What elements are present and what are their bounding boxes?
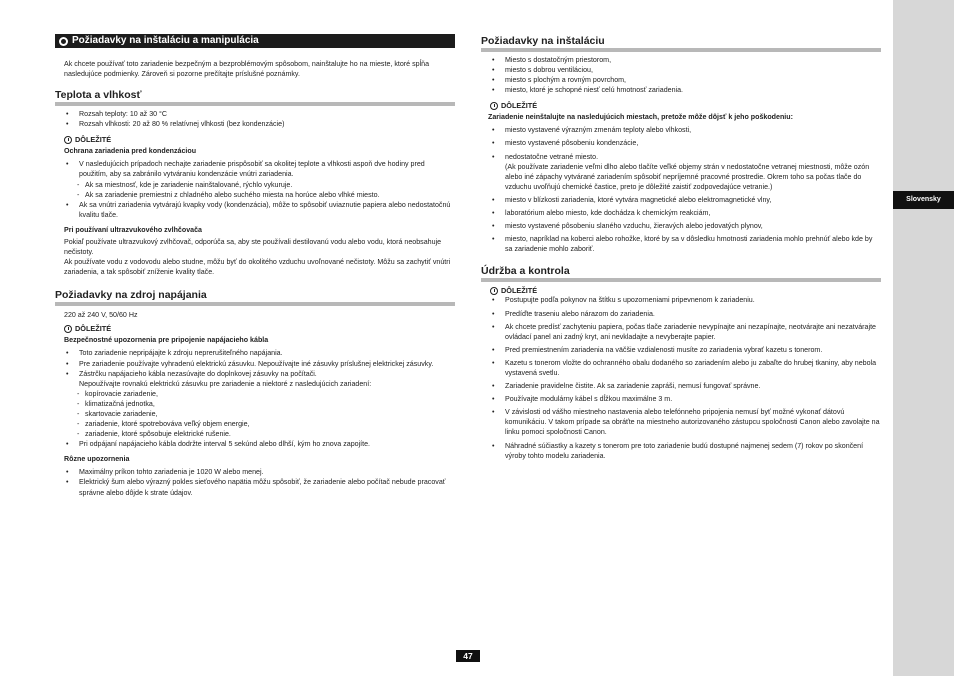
list-item: • Ak chcete predísť zachyteniu papiera, počas tlače zariadenie nevypínajte ani nezapínajte, neotvárajte ani nezatvárajte ovládací panel ani zadný kryt, ani nevkladajte a nevyberajte papier. bbox=[481, 322, 881, 342]
important-icon bbox=[490, 287, 498, 295]
maint-list bbox=[481, 295, 881, 460]
list-item: • Miesto s dostatočným priestorom, bbox=[481, 55, 881, 65]
avoid-list bbox=[481, 125, 881, 254]
list-item: • miesto vystavené výrazným zmenám teploty alebo vlhkosti, bbox=[481, 125, 881, 135]
right-title: Požiadavky na inštaláciu bbox=[481, 34, 881, 52]
section-bullet-icon bbox=[59, 37, 68, 46]
list-item: • Ak sa vnútri zariadenia vytvárajú kvapky vody (kondenzácia), môže to spôsobiť uviaznutie papiera alebo nedostatočnú kvalitu tlače. bbox=[55, 200, 455, 220]
list-item: • miesto s dobrou ventiláciou, bbox=[481, 65, 881, 75]
important-note bbox=[481, 286, 881, 295]
list-item: • miesto vystavené pôsobeniu kondenzácie, bbox=[481, 138, 881, 148]
avoid-heading: Zariadenie neinštalujte na nasledujúcich miestach, pretože môže dôjsť k jeho poškodeniu: bbox=[488, 113, 793, 122]
list-item: • Pri odpájaní napájacieho kábla dodržte interval 5 sekúnd alebo dlhší, kým ho znova zapojíte. bbox=[55, 439, 455, 449]
req-list bbox=[481, 55, 881, 95]
intro-text: Ak chcete používať toto zariadenie bezpečným a bezproblémovým spôsobom, nainštalujte ho na mieste, ktoré spĺňa nasledujúce podmienky. Zároveň si pozorne prečítajte príslušné poznámky. bbox=[64, 60, 430, 79]
important-note bbox=[481, 101, 881, 110]
list-item: • V nasledujúcich prípadoch nechajte zariadenie prispôsobiť sa okolitej teplote a vlhkosti aspoň dve hodiny pred použitím, aby sa zabránilo vytváraniu kondenzácie vnútri zariadenia. bbox=[55, 159, 455, 179]
temp-heading: Teplota a vlhkosť bbox=[55, 89, 455, 106]
misc-heading: Rôzne upozornenia bbox=[64, 455, 130, 464]
cable-heading: Bezpečnostné upozornenia pre pripojenie napájacieho kábla bbox=[64, 336, 269, 345]
important-label: DÔLEŽITÉ bbox=[501, 286, 538, 296]
humid-text-1: Pokiaľ používate ultrazvukový zvlhčovač, odporúča sa, aby ste používali destilovanú vodu alebo vodu, ktorá neobsahuje nečistoty. bbox=[64, 237, 442, 257]
list-item: • miesto v blízkosti zariadenia, ktoré vytvára magnetické alebo elektromagnetické vlny, bbox=[481, 195, 881, 205]
list-item: • nedostatočne vetrané miesto. (Ak používate zariadenie veľmi dlho alebo tlačíte veľké objemy strán v nedostatočne vetranej miestnosti, môže ozón alebo iné zápachy vytvárané zariadením spôsobiť nepríjemné pracovné prostredie. Okrem toho sa počas tlače do vzduchu uvoľňujú chemické častice, preto je dôležité zaistiť zodpovedajúce vetranie.) bbox=[481, 152, 881, 192]
list-item: • Rozsah vlhkosti: 20 až 80 % relatívnej vlhkosti (bez kondenzácie) bbox=[55, 119, 455, 129]
language-side-tab bbox=[893, 0, 954, 676]
cond-heading: Ochrana zariadenia pred kondenzáciou bbox=[64, 147, 197, 156]
right-column bbox=[481, 34, 881, 461]
list-item: • Toto zariadenie nepripájajte k zdroju neprerušiteľného napájania. bbox=[55, 348, 455, 358]
left-title: Požiadavky na inštaláciu a manipulácia bbox=[72, 35, 259, 46]
list-item: • miesto s plochým a rovným povrchom, bbox=[481, 75, 881, 85]
list-item: • Predíďte traseniu alebo nárazom do zariadenia. bbox=[481, 309, 881, 319]
list-item: • Elektrický šum alebo výrazný pokles sieťového napätia môžu spôsobiť, že zariadenie alebo počítač nebude pracovať správne alebo dôjde k strate údajov. bbox=[55, 477, 455, 497]
list-item: • Kazetu s tonerom vložte do ochranného obalu dodaného so zariadením alebo ju zabaľte do hrubej tkaniny, aby nebola vystavená svetlu. bbox=[481, 358, 881, 378]
list-item: • miesto, ktoré je schopné niesť celú hmotnosť zariadenia. bbox=[481, 85, 881, 95]
misc-list bbox=[55, 467, 455, 497]
list-item: - zariadenie, ktoré spôsobuje elektrické rušenie. bbox=[55, 429, 455, 439]
list-item: • Maximálny príkon tohto zariadenia je 1020 W alebo menej. bbox=[55, 467, 455, 477]
left-column bbox=[55, 34, 455, 498]
list-item: - Ak sa zariadenie premiestni z chladného alebo suchého miesta na horúce alebo vlhké miesto. bbox=[55, 190, 455, 200]
important-note bbox=[55, 135, 455, 144]
list-item: - Ak sa miestnosť, kde je zariadenie nainštalované, rýchlo vykuruje. bbox=[55, 180, 455, 190]
list-item: • miesto vystavené pôsobeniu slaného vzduchu, žieravých alebo jedovatých plynov, bbox=[481, 221, 881, 231]
maint-heading: Údržba a kontrola bbox=[481, 265, 881, 282]
important-icon bbox=[490, 102, 498, 110]
important-label: DÔLEŽITÉ bbox=[75, 135, 112, 145]
list-item: • V závislosti od vášho miestneho nastavenia alebo telefónneho pripojenia nemusí byť možné vykonať dátovú komunikáciu. V takom prípade sa obráťte na miestneho autorizovaného zástupcu spoločnosti Canon alebo zavolajte na linku pomoci spoločnosti Canon. bbox=[481, 407, 881, 437]
list-item: • Zariadenie pravidelne čistite. Ak sa zariadenie zapráši, nemusí fungovať správne. bbox=[481, 381, 881, 391]
section-title-bar bbox=[55, 34, 455, 48]
humid-text-2: Ak používate vodu z vodovodu alebo studne, môžu byť do okolitého vzduchu uvoľnované nečistoty. Môžu sa zachytiť vnútri zariadenia, a tak spôsobiť zníženie kvality tlače. bbox=[64, 258, 451, 277]
cond-list bbox=[55, 159, 455, 220]
language-label: Slovensky bbox=[893, 191, 954, 209]
important-label: DÔLEŽITÉ bbox=[75, 324, 112, 334]
list-item: • Pred premiestnením zariadenia na väčšie vzdialenosti musíte zo zariadenia vybrať kazetu s tonerom. bbox=[481, 345, 881, 355]
cable-list bbox=[55, 348, 455, 449]
important-icon bbox=[64, 325, 72, 333]
list-item: • Postupujte podľa pokynov na štítku s upozorneniami pripevnenom k zariadeniu. bbox=[481, 295, 881, 305]
power-heading: Požiadavky na zdroj napájania bbox=[55, 289, 455, 306]
list-item: - kopírovacie zariadenie, bbox=[55, 389, 455, 399]
humid-heading: Pri používaní ultrazvukového zvlhčovača bbox=[64, 225, 202, 234]
list-item: • Náhradné súčiastky a kazety s tonerom pre toto zariadenie budú dostupné najmenej sedem (7) rokov po skončení výroby tohto modelu zariadenia. bbox=[481, 441, 881, 461]
list-item: - klimatizačná jednotka, bbox=[55, 399, 455, 409]
important-note bbox=[55, 324, 455, 333]
list-item: • Zástrčku napájacieho kábla nezasúvajte do doplnkovej zásuvky na počítači. Nepoužívajte rovnakú elektrickú zásuvku pre zariadenie a niektoré z nasledujúcich zariadení: bbox=[55, 369, 455, 389]
list-item: - zariadenie, ktoré spotrebováva veľký objem energie, bbox=[55, 419, 455, 429]
list-item: • Používajte modulárny kábel s dĺžkou maximálne 3 m. bbox=[481, 394, 881, 404]
list-item: • laboratórium alebo miesto, kde dochádza k chemickým reakciám, bbox=[481, 208, 881, 218]
list-item: • Pre zariadenie používajte vyhradenú elektrickú zásuvku. Nepoužívajte iné zásuvky príslušnej elektrickej zásuvky. bbox=[55, 359, 455, 369]
important-label: DÔLEŽITÉ bbox=[501, 101, 538, 111]
important-icon bbox=[64, 136, 72, 144]
page-number: 47 bbox=[456, 650, 480, 662]
power-value: 220 až 240 V, 50/60 Hz bbox=[64, 311, 138, 320]
list-item: - skartovacie zariadenie, bbox=[55, 409, 455, 419]
temp-list bbox=[55, 109, 455, 129]
list-item: • Rozsah teploty: 10 až 30 °C bbox=[55, 109, 455, 119]
list-item: • miesto, napríklad na koberci alebo rohožke, ktoré by sa v dôsledku hmotnosti zariadenia mohlo prehnúť alebo kde by sa zariadenie mohlo zaboriť. bbox=[481, 234, 881, 254]
